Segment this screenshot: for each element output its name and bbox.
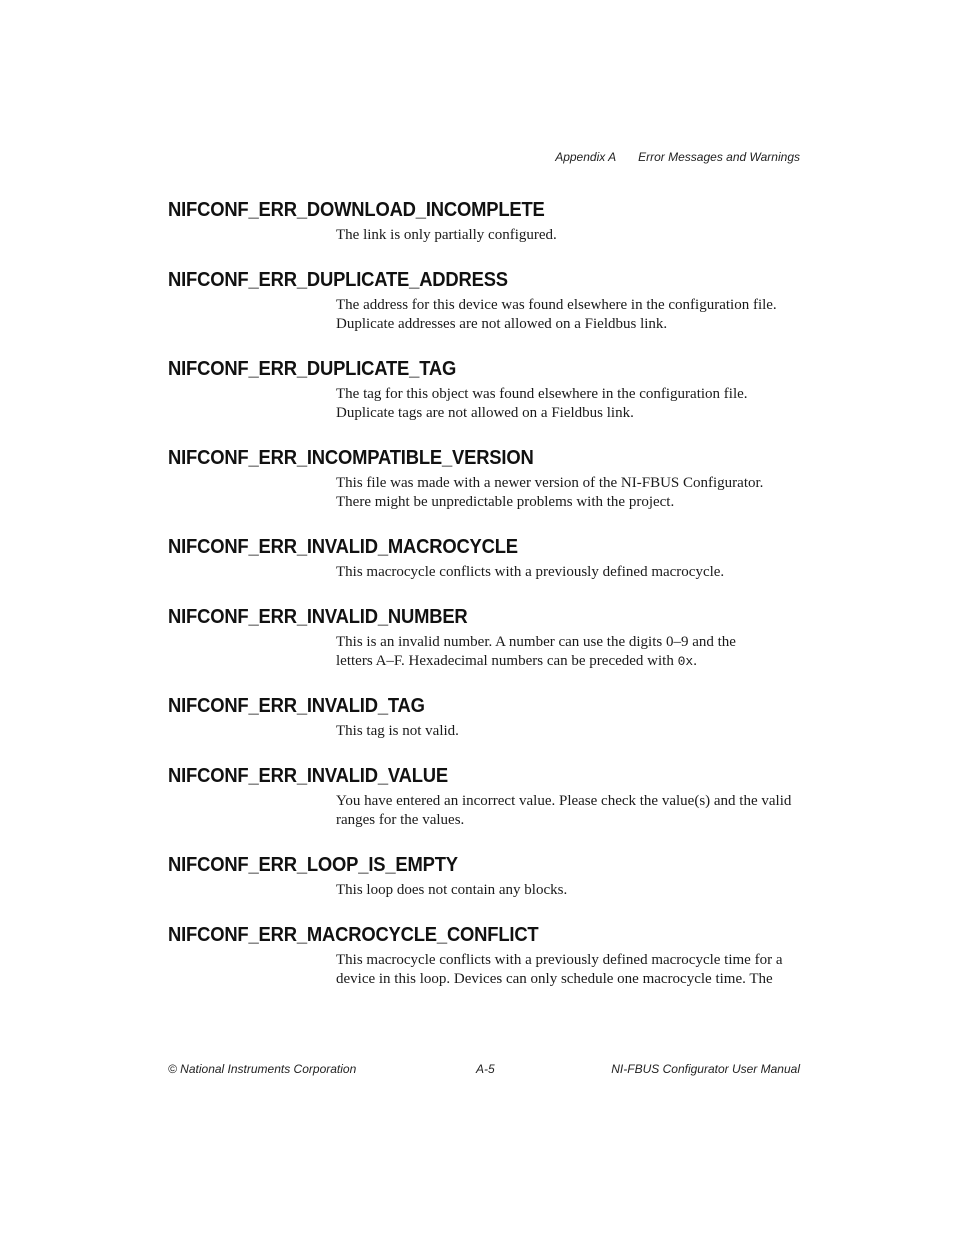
description-text: . (693, 653, 697, 669)
entry-description (336, 792, 804, 830)
entry-title: NIFCONF_ERR_INCOMPATIBLE_VERSION (168, 447, 534, 469)
entry-description (336, 226, 804, 245)
description-line: This loop does not contain any blocks. (336, 882, 568, 898)
description-line: This tag is not valid. (336, 723, 459, 739)
error-entry-macrocycle-conflict (168, 923, 808, 989)
error-entry-invalid-tag (168, 694, 808, 741)
description-line: This is an invalid number. A number can use the digits 0–9 and the (336, 634, 736, 650)
description-line: Duplicate addresses are not allowed on a Fieldbus link. (336, 316, 668, 332)
description-line: The address for this device was found elsewhere in the configuration file. (336, 297, 777, 313)
error-entry-loop-is-empty (168, 853, 808, 900)
description-line: There might be unpredictable problems with the project. (336, 494, 675, 510)
entry-description (336, 951, 804, 989)
entry-title: NIFCONF_ERR_MACROCYCLE_CONFLICT (168, 924, 539, 946)
error-entry-invalid-value (168, 764, 808, 830)
entry-description (336, 296, 804, 334)
description-line: This macrocycle conflicts with a previously defined macrocycle time for a (336, 952, 783, 968)
error-entry-duplicate-address (168, 268, 808, 334)
description-text: letters A–F. Hexadecimal numbers can be preceded with (336, 653, 678, 669)
description-line: Duplicate tags are not allowed on a Fieldbus link. (336, 405, 634, 421)
entry-title: NIFCONF_ERR_INVALID_MACROCYCLE (168, 536, 518, 558)
entry-title: NIFCONF_ERR_DUPLICATE_TAG (168, 358, 457, 380)
entry-description (336, 385, 804, 423)
description-line: You have entered an incorrect value. Please check the value(s) and the valid (336, 793, 792, 809)
footer-copyright: © National Instruments Corporation (168, 1062, 357, 1076)
entry-title: NIFCONF_ERR_INVALID_VALUE (168, 765, 448, 787)
description-line: device in this loop. Devices can only schedule one macrocycle time. The (336, 971, 773, 987)
entry-description (336, 563, 804, 582)
running-header (555, 150, 800, 164)
header-section: Appendix A (555, 150, 617, 164)
entry-description (336, 722, 804, 741)
error-entry-download-incomplete (168, 198, 808, 245)
header-title: Error Messages and Warnings (638, 150, 800, 164)
error-entry-invalid-number (168, 605, 808, 671)
description-line: This file was made with a newer version of the NI-FBUS Configurator. (336, 475, 764, 491)
description-line: The tag for this object was found elsewhere in the configuration file. (336, 386, 748, 402)
entry-title: NIFCONF_ERR_INVALID_TAG (168, 695, 425, 717)
entry-title: NIFCONF_ERR_DOWNLOAD_INCOMPLETE (168, 199, 545, 221)
footer-manual-title: NI-FBUS Configurator User Manual (611, 1062, 800, 1076)
description-line (336, 652, 804, 671)
error-entry-duplicate-tag (168, 357, 808, 423)
error-entry-invalid-macrocycle (168, 535, 808, 582)
entry-title: NIFCONF_ERR_DUPLICATE_ADDRESS (168, 269, 508, 291)
error-entry-incompatible-version (168, 446, 808, 512)
page-number: A-5 (476, 1062, 495, 1076)
description-line: The link is only partially configured. (336, 227, 557, 243)
entry-title: NIFCONF_ERR_INVALID_NUMBER (168, 606, 468, 628)
description-line: ranges for the values. (336, 812, 465, 828)
code-literal: 0x (677, 654, 694, 669)
description-line: This macrocycle conflicts with a previously defined macrocycle. (336, 564, 725, 580)
entry-description (336, 881, 804, 900)
entry-description (336, 474, 804, 512)
entry-description (336, 633, 804, 671)
entry-title: NIFCONF_ERR_LOOP_IS_EMPTY (168, 854, 458, 876)
